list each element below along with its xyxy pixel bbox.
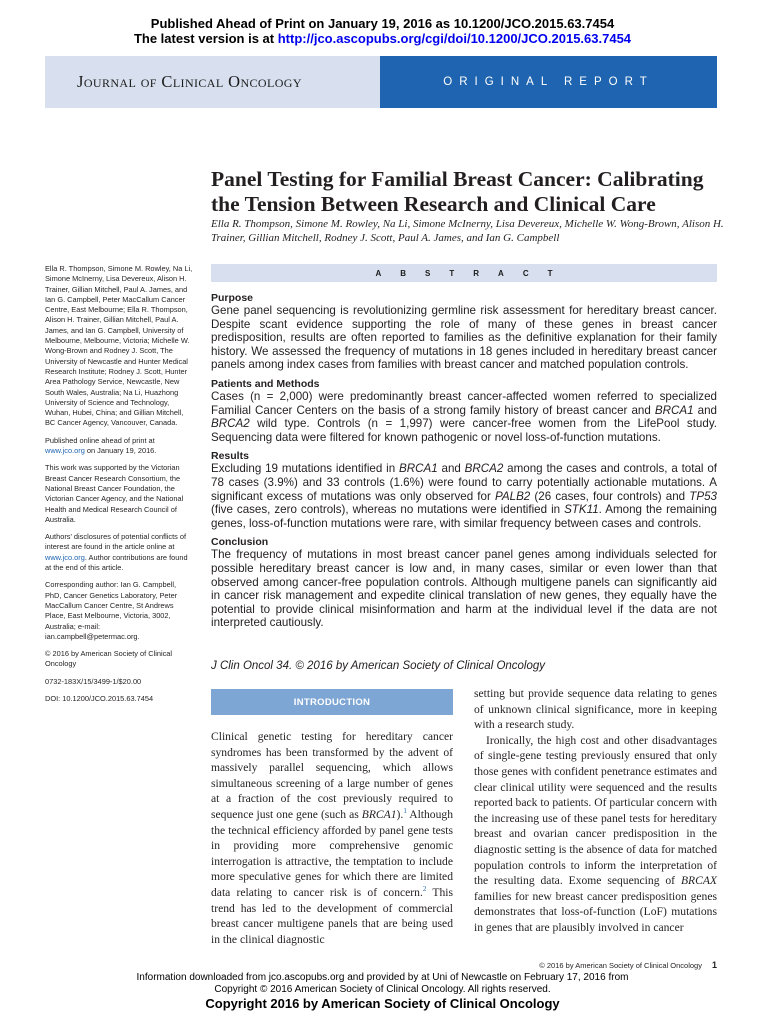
conclusion-heading: Conclusion xyxy=(211,536,269,549)
conclusion-text: The frequency of mutations in most breast cancer panel genes among individuals selected for possible hereditary breast cancer is low and, in many cases, similar or even lower than that observed among cancer-free population controls. Although multigene panels can significantly aid in cancer risk management and expedite clinical translation of new genes, they equally have the potential to provide clinical misinformation and harm at the individual level if the data are not interpreted cautiously. xyxy=(211,548,717,630)
purpose-text: Gene panel sequencing is revolutionizing germline risk assessment for hereditary breast cancer. Despite scant evidence supporting the role of many of these genes in breast cancer predisposition, results are often reported to families as the definitive explanation for their family history. We assessed the frequency of mutations in 18 genes included in hereditary breast cancer panels among index cases from families with breast cancer and matched population controls. xyxy=(211,304,717,372)
sidebar-copyright: © 2016 by American Society of Clinical Oncology xyxy=(45,649,173,669)
latest-version-link[interactable]: http://jco.ascopubs.org/cgi/doi/10.1200/JCO.2015.63.7454 xyxy=(277,31,632,46)
rights-line: Copyright © 2016 American Society of Clinical Oncology. All rights reserved. xyxy=(214,984,551,995)
citation-line: J Clin Oncol 34. © 2016 by American Society of Clinical Oncology xyxy=(211,660,546,672)
body-paragraph: setting but provide sequence data relating to genes of unknown clinical significance, more in keeping with a research study. xyxy=(474,687,717,732)
publication-notice-line1: Published Ahead of Print on January 19, 2016 as 10.1200/JCO.2015.63.7454 xyxy=(150,16,615,31)
page-footer: © 2016 by American Society of Clinical Oncology 1 xyxy=(539,960,717,970)
reference-link[interactable]: 1 xyxy=(403,807,407,816)
publication-notice-line2: The latest version is at http://jco.ascopubs.org/cgi/doi/10.1200/JCO.2015.63.7454 xyxy=(133,31,632,46)
publication-notice xyxy=(0,16,765,46)
author-list: Ella R. Thompson, Simone M. Rowley, Na Li, Simone McInerny, Lisa Devereux, Michelle W. Wong-Brown, Alison H. Trainer, Gillian Mitchell, Rodney J. Scott, Paul A. James, and Ian G. Campbell xyxy=(211,218,724,244)
disclosures-note: Authors' disclosures of potential conflicts of interest are found in the article online at www.jco.org. Author contributions are found at the end of this article. xyxy=(45,532,188,573)
body-column-right xyxy=(474,686,717,936)
affiliations: Ella R. Thompson, Simone M. Rowley, Na Li, Simone McInerny, Lisa Devereux, Alison H. Trainer, Gillian Mitchell, Paul A. James, and Ian G. Campbell, Peter MacCallum Cancer Centre, East Melbourne; Ella R. Thompson, Alison H. Trainer, Gillian Mitchell, Paul A. James, and Ian G. Campbell, University of Melbourne, Melbourne, Victoria; Michelle W. Wong-Brown and Rodney J. Scott, The University of Newcastle and Hunter Medical Research Institute; Rodney J. Scott, Hunter Area Pathology Service, Newcastle, New South Wales, Australia; Na Li, Huazhong University of Science and Technology, Wuhan, Hubei, China; and Gillian Mitchell, BC Cancer Agency, Vancouver, Canada. xyxy=(45,264,193,428)
methods-heading: Patients and Methods xyxy=(211,377,320,390)
download-line: Information downloaded from jco.ascopubs.org and provided by at Uni of Newcastle on February 17, 2016 from xyxy=(136,972,629,983)
purpose-heading: Purpose xyxy=(211,292,254,304)
funding-note: This work was supported by the Victorian Breast Cancer Research Consortium, the National Breast Cancer Foundation, the Victorian Cancer Agency, and the National Health and Medical Research Council of Australia. xyxy=(45,463,184,524)
corresponding-author: Corresponding author: Ian G. Campbell, PhD, Cancer Genetics Laboratory, Peter MacCallum Cancer Centre, St Andrews Place, East Melbourne, Victoria, 3002, Australia; e-mail: ian.campbell@petermac.org. xyxy=(45,580,178,641)
page-number: 1 xyxy=(711,960,717,970)
article-info-sidebar xyxy=(45,264,193,711)
jco-link[interactable]: www.jco.org xyxy=(45,446,85,456)
results-heading: Results xyxy=(211,450,249,463)
issn: 0732-183X/15/3499-1/$20.00 xyxy=(45,676,142,686)
copyright-line: Copyright 2016 by American Society of Clinical Oncology xyxy=(205,996,560,1011)
body-column-left: Clinical genetic testing for hereditary cancer syndromes has been transformed by the advent of massively parallel sequencing, which allows simultaneous screening of a large number of genes at a fraction of the cost previously required to sequence just one gene (such as BRCA1).$^1$ Although the technical efficiency afforded by panel gene tests in providing more comprehensive genomic interrogation is attractive, the temptation to include more speculative genes for which there are limited data relating to cancer risk is of concern.$^2$ This trend has led to the development of commercial breast cancer multigene panels that are being used in the clinical diagnostic xyxy=(211,730,453,946)
body-paragraph: Ironically, the high cost and other disadvantages of single-gene testing previously ensured that only those genes with confident penetrance estimates and clear clinical utility were sequenced and the results reported back to patients. Of particular concern with the increasing use of these panel tests for hereditary breast and ovarian cancer predisposition in the diagnostic setting is the absence of data for matched population controls to inform the interpretation of the resulting data. Exome sequencing of BRCAX families for new breast cancer predisposition genes demonstrates that loss-of-function (LoF) mutations in genes that are plausibly involved in cancer xyxy=(474,733,717,934)
abstract xyxy=(211,292,717,630)
jco-link[interactable]: www.jco.org xyxy=(45,552,85,562)
section-label: ORIGINAL REPORT xyxy=(380,56,717,108)
article-title: Panel Testing for Familial Breast Cancer: Calibrating the Tension Between Research and Clinical Care xyxy=(211,167,704,216)
results-text: Excluding 19 mutations identified in BRCA1 and BRCA2 among the cases and controls, a total of 78 cases (3.9%) and 33 controls (1.6%) were found to carry potentially actionable mutations. A significant excess of mutations was only observed for PALB2 (26 cases, four controls) and TP53 (five cases, zero controls), whereas no mutations were identified in STK11. Among the remaining genes, loss-of-function mutations were rare, with similar frequency between cases and controls. xyxy=(211,462,718,530)
methods-text: Cases (n = 2,000) were predominantly breast cancer-affected women referred to specialized Familial Cancer Centers on the basis of a strong family history of breast cancer and BRCA1 and BRCA2 wild type. Controls (n = 1,997) were cancer-free women from the LifePool study. Sequencing data were filtered for known pathogenic or novel loss-of-function mutations. xyxy=(211,389,717,444)
masthead xyxy=(45,56,717,108)
reference-link[interactable]: 2 xyxy=(422,885,427,894)
published-online-note: Published online ahead of print at www.jco.org on January 19, 2016. xyxy=(45,435,157,456)
journal-name: Journal of Clinical Oncology xyxy=(45,56,380,108)
doi: DOI: 10.1200/JCO.2015.63.7454 xyxy=(45,693,154,703)
download-notice xyxy=(0,972,765,1012)
introduction-heading: INTRODUCTION xyxy=(211,689,453,715)
abstract-heading: ABSTRACT xyxy=(211,264,717,282)
